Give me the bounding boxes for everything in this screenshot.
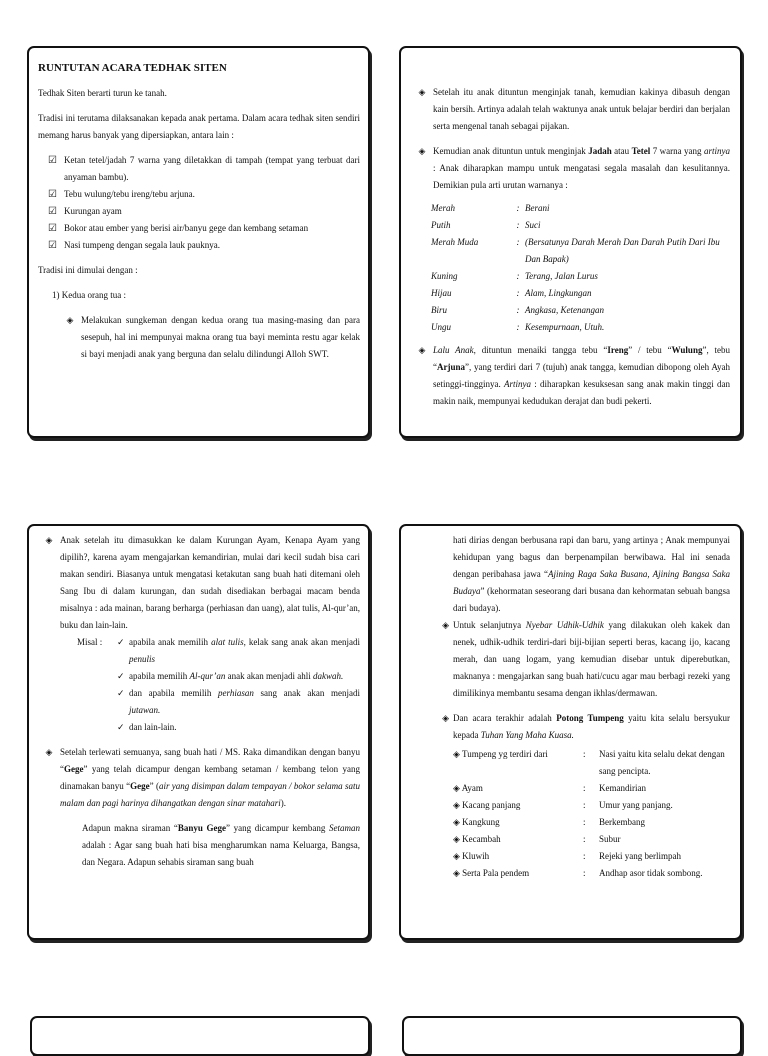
diamond-bullet-icon: ◈ xyxy=(453,800,460,810)
diamond-bullet-icon: ◈ xyxy=(453,749,460,759)
list-item: ☑ Ketan tetel/jadah 7 warna yang diletakkan di tampah (tempat yang terbuat dari anyaman bambu). xyxy=(48,152,360,186)
table-row: ◈ Kluwih : Rejeki yang berlimpah xyxy=(453,851,681,861)
tradition-start-text: Tradisi ini dimulai dengan : xyxy=(38,265,138,275)
check-mark-icon: ✓ xyxy=(117,637,125,647)
card-steps-part-2 xyxy=(399,46,742,438)
checkbox-icon: ☑ xyxy=(48,223,57,234)
diamond-bullet-icon: ◈ xyxy=(453,834,460,844)
table-row: ◈ Serta Pala pendem : Andhap asor tidak sombong. xyxy=(453,868,703,878)
diamond-bullet-icon: ◈ xyxy=(453,783,460,793)
page-title: RUNTUTAN ACARA TEDHAK SITEN xyxy=(38,62,227,74)
checkbox-icon: ☑ xyxy=(48,206,57,217)
numbered-item: 1) Kedua orang tua : xyxy=(52,290,126,300)
table-row: ◈ Kecambah : Subur xyxy=(453,834,621,844)
list-item: ◈ Setelah terlewati semuanya, sang buah hati / MS. Raka dimandikan dengan banyu “Gege” yang telah dicampur dengan kembang setaman / kembang telon yang dinamakan banyu “Gege” (air yang disimpan dalam tempayan / bokor selama satu malam dan pagi harinya dihangatkan dengan sinar matahari). xyxy=(38,744,360,812)
check-mark-icon: ✓ xyxy=(117,671,125,681)
diamond-bullet-icon: ◈ xyxy=(442,620,449,630)
list-item: ◈ Anak setelah itu dimasukkan ke dalam Kurungan Ayam, Kenapa Ayam yang dipilih?, karena ayam mengajarkan kemandirian, mulai dari kecil sudah bisa cari makan sendiri. Biasanya untuk mengatasi ketakutan sang buah hati ditemani oleh Sang Ibu di dalam kurungan, dan sudah disediakan berbagai macam benda misalnya : ada mainan, barang berharga (perhiasan dan uang), alat tulis, Al-qur’an, buku dan lain-lain. xyxy=(38,532,360,634)
siraman-paragraph: Adapun makna siraman “Banyu Gege” yang dicampur kembang Setaman adalah : Agar sang buah hati bisa mengharumkan nama Keluarga, Bangsa, dan Negara. Adapun sehabis siraman sang buah xyxy=(82,823,361,867)
diamond-bullet-icon: ◈ xyxy=(66,315,74,325)
list-item: ✓ apabila anak memilih alat tulis, kelak sang anak akan menjadi penulis xyxy=(117,634,360,668)
color-row: Hijau : Alam, Lingkungan xyxy=(431,288,592,298)
table-row: ◈ Kacang panjang : Umur yang panjang. xyxy=(453,800,673,810)
list-item: ✓ dan apabila memilih perhiasan sang anak akan menjadi jutawan. xyxy=(117,685,360,719)
example-list: Misal : ✓ apabila anak memilih alat tulis, kelak sang anak akan menjadi penulis ✓ apabila memilih Al-qur’an anak akan menjadi ahli dakwah. ✓ dan apabila memilih perhiasan sang anak akan menjadi jutawan. ✓ dan lain-lain. xyxy=(77,634,360,736)
list-item: ✓ dan lain-lain. xyxy=(117,719,360,736)
list-item: ☑ Kurungan ayam xyxy=(48,203,360,220)
list-item: ☑ Nasi tumpeng dengan segala lauk pauknya. xyxy=(48,237,360,254)
diamond-bullet-icon: ◈ xyxy=(418,87,426,97)
preparation-list xyxy=(48,152,360,254)
intro-paragraph: Tedhak Siten berarti turun ke tanah. xyxy=(38,88,167,98)
card-next-page-left xyxy=(30,1016,370,1056)
list-item: ◈ Lalu Anak, dituntun menaiki tangga tebu “Ireng” / tebu “Wulung”, tebu “Arjuna”, yang terdiri dari 7 (tujuh) anak tangga, kemudian dibopong oleh Ayah setinggi-tingginya. Artinya : diharapkan kesuksesan sang anak makin tinggi dan makin naik, mempunyai kedudukan derajat dan budi pekerti. xyxy=(411,342,730,410)
table-row: ◈ Kangkung : Berkembang xyxy=(453,817,645,827)
check-mark-icon: ✓ xyxy=(117,688,125,698)
card-steps-part-3 xyxy=(27,524,370,940)
list-item: ✓ apabila memilih Al-qur’an anak akan menjadi ahli dakwah. xyxy=(117,668,360,685)
color-row: Merah Muda : (Bersatunya Darah Merah Dan Darah Putih Dari Ibu Dan Bapak) xyxy=(431,237,720,264)
list-item: ◈ Untuk selanjutnya Nyebar Udhik-Udhik yang dilakukan oleh kakek dan nenek, udhik-udhik terdiri-dari biji-bijian seperti beras, kacang ijo, kacang merah, dan uang logam, yang kemudian disebar untuk diperebutkan, maknanya : mengajarkan sang buah hati/cucu agar mau berbagi rezeki yang dimilikinya membantu sesama dengan ikhlas/dermawan. xyxy=(411,617,730,702)
color-row: Kuning : Terang, Jalan Lurus xyxy=(431,271,598,281)
list-item: ☑ Tebu wulung/tebu ireng/tebu arjuna. xyxy=(48,186,360,203)
check-mark-icon: ✓ xyxy=(117,722,125,732)
list-item: ☑ Bokor atau ember yang berisi air/banyu gege dan kembang setaman xyxy=(48,220,360,237)
diamond-bullet-icon: ◈ xyxy=(453,851,460,861)
color-row: Biru : Angkasa, Ketenangan xyxy=(431,305,604,315)
list-item: ◈ Melakukan sungkeman dengan kedua orang tua masing-masing dan para sesepuh, hal ini mempunyai makna orang tua bayi meminta restu agar kelak si bayi menjadi anak yang berguna dan selalu dilindungi Alloh SWT. xyxy=(59,312,360,363)
color-meaning-table xyxy=(431,200,730,336)
tumpeng-meaning-table xyxy=(453,746,730,882)
diamond-bullet-icon: ◈ xyxy=(45,535,53,545)
diamond-bullet-icon: ◈ xyxy=(453,817,460,827)
card-tedhak-siten-intro xyxy=(27,46,370,438)
list-item: ◈ Dan acara terakhir adalah Potong Tumpeng yaitu kita selalu bersyukur kepada Tuhan Yang Maha Kuasa. xyxy=(411,710,730,744)
diamond-bullet-icon: ◈ xyxy=(418,345,426,355)
continuation-paragraph: hati dirias dengan berbusana rapi dan baru, yang artinya ; Anak mempunyai kehidupan yang bagus dan berpenampilan berwibawa. Hal ini senada dengan peribahasa jawa “Ajining Raga Saka Busana, Ajining Bangsa Saka Budaya” (kehormatan seseorang dari busana dan kehormatan sebuah bangsa dari budaya). xyxy=(453,535,731,613)
card-steps-part-4 xyxy=(399,524,742,940)
preparation-paragraph: Tradisi ini terutama dilaksanakan kepada anak pertama. Dalam acara tedhak siten sendiri memang harus banyak yang dipersiapkan, antara lain : xyxy=(38,113,360,140)
checkbox-icon: ☑ xyxy=(48,155,57,166)
color-row: Merah : Berani xyxy=(431,203,550,213)
table-row: ◈ Tumpeng yg terdiri dari : Nasi yaitu kita selalu dekat dengan sang pencipta. xyxy=(453,749,725,776)
list-item: ◈ Setelah itu anak dituntun menginjak tanah, kemudian kakinya dibasuh dengan kain bersih. Artinya adalah telah waktunya anak untuk belajar berdiri dan berjalan serta mengenal tanah sebagai pijakan. xyxy=(411,84,730,135)
table-row: ◈ Ayam : Kemandirian xyxy=(453,783,646,793)
color-row: Ungu : Kesempurnaan, Utuh. xyxy=(431,322,605,332)
list-item: ◈ Kemudian anak dituntun untuk menginjak Jadah atau Tetel 7 warna yang artinya : Anak diharapkan mampu untuk mengatasi segala masalah dan kesulitannya. Demikian pula arti urutan warnanya : xyxy=(411,143,730,194)
checkbox-icon: ☑ xyxy=(48,240,57,251)
diamond-bullet-icon: ◈ xyxy=(442,713,449,723)
checkbox-icon: ☑ xyxy=(48,189,57,200)
diamond-bullet-icon: ◈ xyxy=(418,146,426,156)
card-next-page-right xyxy=(402,1016,742,1056)
color-row: Putih : Suci xyxy=(431,220,541,230)
diamond-bullet-icon: ◈ xyxy=(453,868,460,878)
diamond-bullet-icon: ◈ xyxy=(45,747,53,757)
